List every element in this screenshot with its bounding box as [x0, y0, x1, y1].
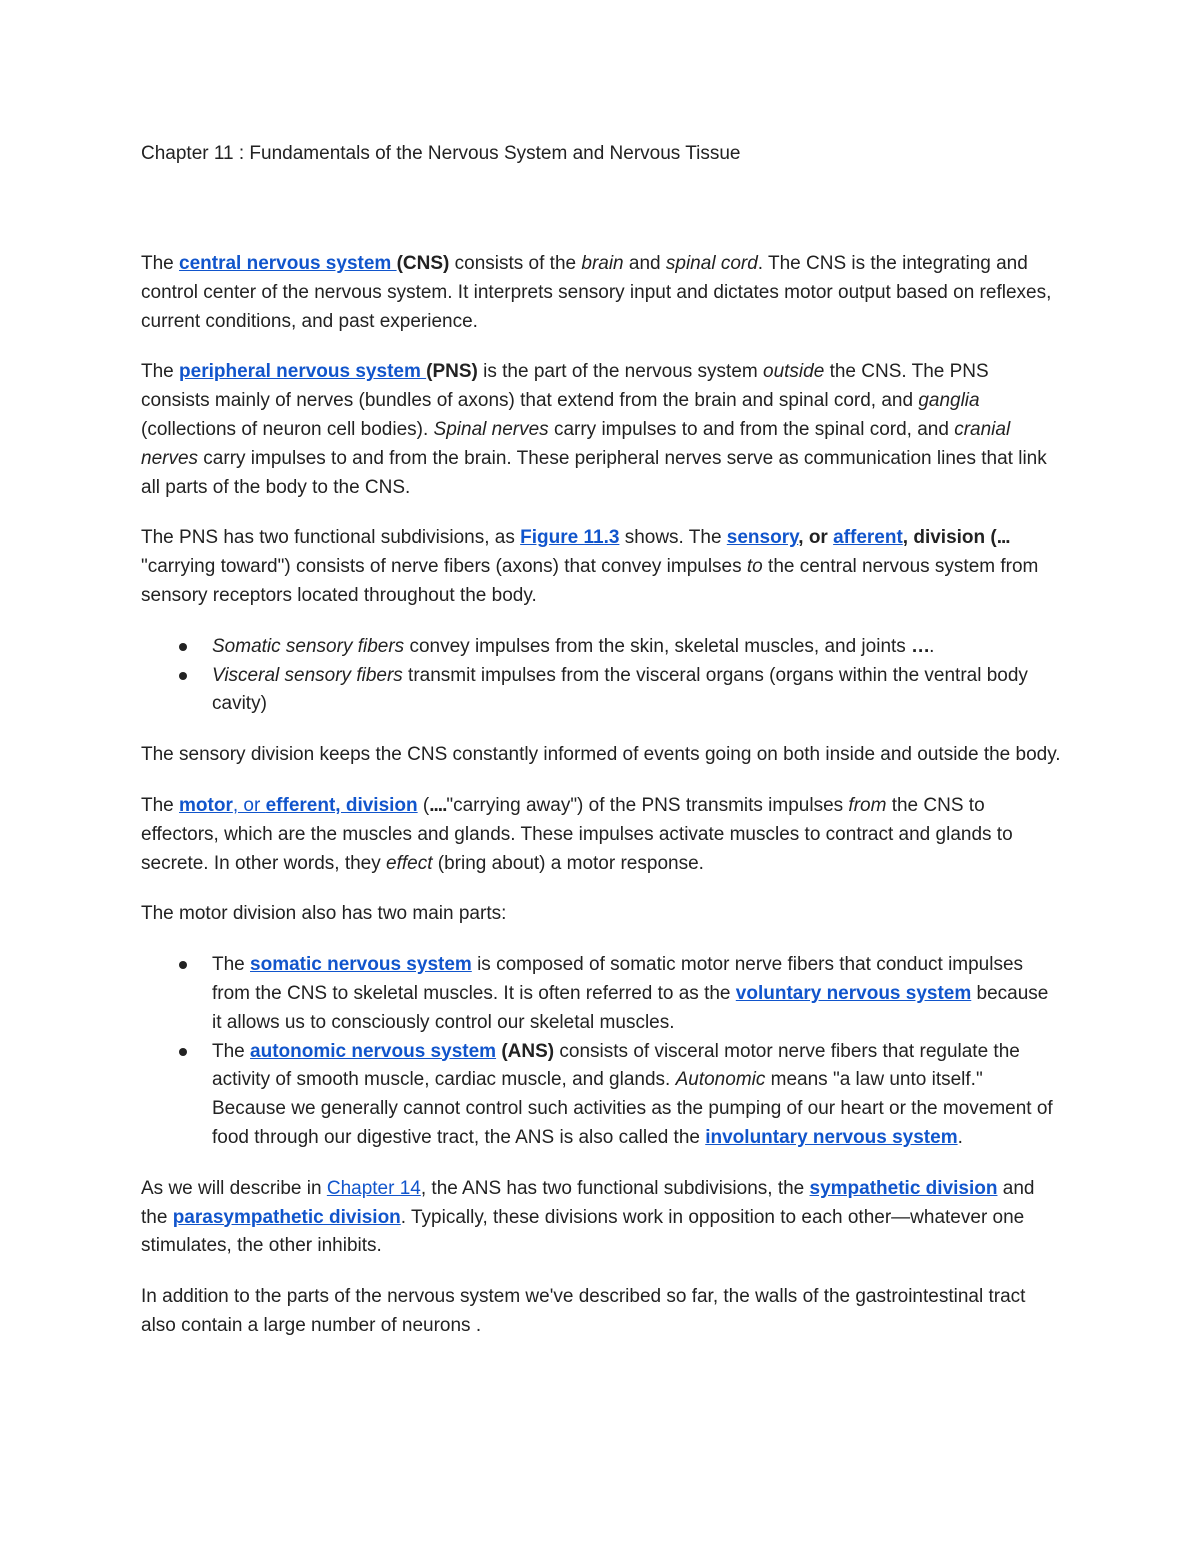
text: .	[929, 635, 935, 657]
document-page	[141, 140, 1061, 1341]
paragraph-ans-subdivisions	[141, 1175, 1061, 1261]
link-sensory[interactable]: sensory	[726, 527, 799, 549]
term-ganglia: ganglia	[918, 390, 980, 412]
list-item	[141, 662, 1061, 720]
inline-glyph: ....	[429, 794, 447, 816]
link-motor[interactable]: motor	[179, 794, 233, 816]
link-efferent-division[interactable]: efferent, division	[265, 794, 418, 816]
text: means "a law unto itself." Because we generally cannot control such activities as the pumping of our heart or the movement of food through our digestive tract, the ANS is also called the	[212, 1069, 1053, 1148]
bullet-icon	[179, 1048, 187, 1056]
term-to: to	[746, 556, 763, 578]
inline-glyph: ...	[996, 527, 1010, 549]
paragraph-cns	[141, 250, 1061, 336]
text: The PNS has two functional subdivisions, as	[141, 527, 521, 549]
term-spinal-nerves: Spinal nerves	[433, 418, 549, 440]
text: because it allows us to consciously control our skeletal muscles.	[212, 982, 1049, 1033]
text: (bring about) a motor response.	[432, 852, 704, 874]
text: carry impulses to and from the brain. These peripheral nerves serve as communication lines that link all parts of the body to the CNS.	[141, 447, 1047, 498]
text: is composed of somatic motor nerve fibers that conduct impulses from the CNS to skeletal muscles. It is often referred to as the	[212, 954, 1024, 1004]
ans-abbreviation: (ANS)	[496, 1040, 555, 1062]
link-afferent[interactable]: afferent	[833, 527, 903, 549]
text: (collections of neuron cell bodies).	[141, 418, 434, 440]
bullet-icon	[179, 643, 187, 651]
paragraph-enteric: In addition to the parts of the nervous system we've described so far, the walls of the gastrointestinal tract also contain a large number of neurons .	[141, 1286, 1026, 1336]
text: "carrying away") of the PNS transmits impulses	[446, 794, 849, 816]
link-somatic-nervous-system[interactable]: somatic nervous system	[250, 954, 472, 976]
text: the central nervous system from sensory receptors located throughout the body.	[141, 556, 1039, 606]
link-voluntary-nervous-system[interactable]: voluntary nervous system	[735, 982, 972, 1004]
text: . The CNS is the integrating and control center of the nervous system. It interprets sensory input and dictates motor output based on reflexes, current conditions, and past experience.	[141, 253, 1052, 332]
bullet-icon	[179, 961, 187, 969]
list-item	[141, 633, 1061, 662]
link-figure-11-3[interactable]: Figure 11.3	[520, 527, 620, 549]
text: The	[212, 1040, 251, 1062]
term-autonomic: Autonomic	[675, 1069, 766, 1091]
term-from: from	[848, 794, 887, 816]
link-sympathetic-division[interactable]: sympathetic division	[809, 1177, 998, 1199]
term-outside: outside	[763, 361, 825, 383]
text: transmit impulses from the visceral organs (organs within the ventral body cavity)	[212, 664, 1028, 715]
paragraph-motor-division	[141, 792, 1061, 878]
text: . Typically, these divisions work in opposition to each other—whatever one stimulates, the other inhibits.	[141, 1206, 1025, 1257]
list-item	[141, 951, 1061, 1037]
term-brain: brain	[581, 253, 624, 274]
paragraph-motor-parts: The motor division also has two main parts:	[141, 903, 507, 925]
bullet-icon	[179, 672, 187, 680]
term-visceral-sensory-fibers: Visceral sensory fibers	[212, 664, 403, 686]
text: "carrying toward") consists of nerve fibers (axons) that convey impulses	[141, 556, 747, 578]
link-parasympathetic-division[interactable]: parasympathetic division	[172, 1206, 401, 1228]
text: , the ANS has two functional subdivisions, the	[420, 1177, 810, 1199]
term-spinal-cord: spinal cord	[665, 253, 758, 274]
sensory-fibers-list	[141, 633, 1061, 719]
text: The	[212, 954, 251, 976]
cns-abbreviation: (CNS)	[396, 253, 450, 274]
chapter-title: Chapter 11 : Fundamentals of the Nervous System and Nervous Tissue	[141, 143, 741, 164]
term-cranial-nerves: cranial nerves	[141, 418, 1011, 469]
text: The	[141, 794, 180, 816]
motor-parts-list	[141, 951, 1061, 1153]
paragraph-pns	[141, 358, 1061, 502]
link-autonomic-nervous-system[interactable]: autonomic nervous system	[250, 1040, 497, 1062]
paragraph-sensory-division: The sensory division keeps the CNS constantly informed of events going on both inside and outside the body.	[141, 744, 1061, 766]
pns-abbreviation: (PNS)	[426, 361, 478, 383]
link-chapter-14[interactable]: Chapter 14	[326, 1177, 421, 1199]
text: .	[957, 1126, 963, 1148]
text: consists of visceral motor nerve fibers that regulate the activity of smooth muscle, cardiac muscle, and glands.	[212, 1040, 1020, 1091]
text: is the part of the nervous system	[477, 361, 764, 383]
text: , division (	[902, 527, 997, 549]
text: the CNS. The PNS consists mainly of nerves (bundles of axons) that extend from the brain and spinal cord, and	[141, 361, 989, 412]
list-item	[141, 1038, 1061, 1153]
term-somatic-sensory-fibers: Somatic sensory fibers	[212, 635, 405, 657]
text: consists of the	[449, 253, 582, 274]
inline-glyph: …	[911, 635, 930, 657]
term-effect: effect	[386, 852, 433, 874]
text: convey impulses from the skin, skeletal muscles, and joints	[404, 635, 912, 657]
text: , or	[232, 794, 266, 816]
text: (	[417, 794, 430, 816]
text: , or	[798, 527, 834, 549]
text: The	[141, 253, 180, 274]
text: and	[623, 253, 666, 274]
paragraph-pns-subdivisions	[141, 524, 1061, 610]
link-peripheral-nervous-system[interactable]: peripheral nervous system	[179, 361, 427, 383]
text: shows. The	[619, 527, 727, 549]
link-involuntary-nervous-system[interactable]: involuntary nervous system	[705, 1126, 958, 1148]
text: The	[141, 361, 180, 383]
text: the CNS to effectors, which are the muscles and glands. These impulses activate muscles to contract and glands to secrete. In other words, they	[141, 794, 1013, 874]
text: and the	[141, 1177, 1035, 1228]
text: carry impulses to and from the spinal cord, and	[548, 418, 955, 440]
link-central-nervous-system[interactable]: central nervous system	[179, 253, 397, 274]
text: As we will describe in	[141, 1177, 327, 1199]
